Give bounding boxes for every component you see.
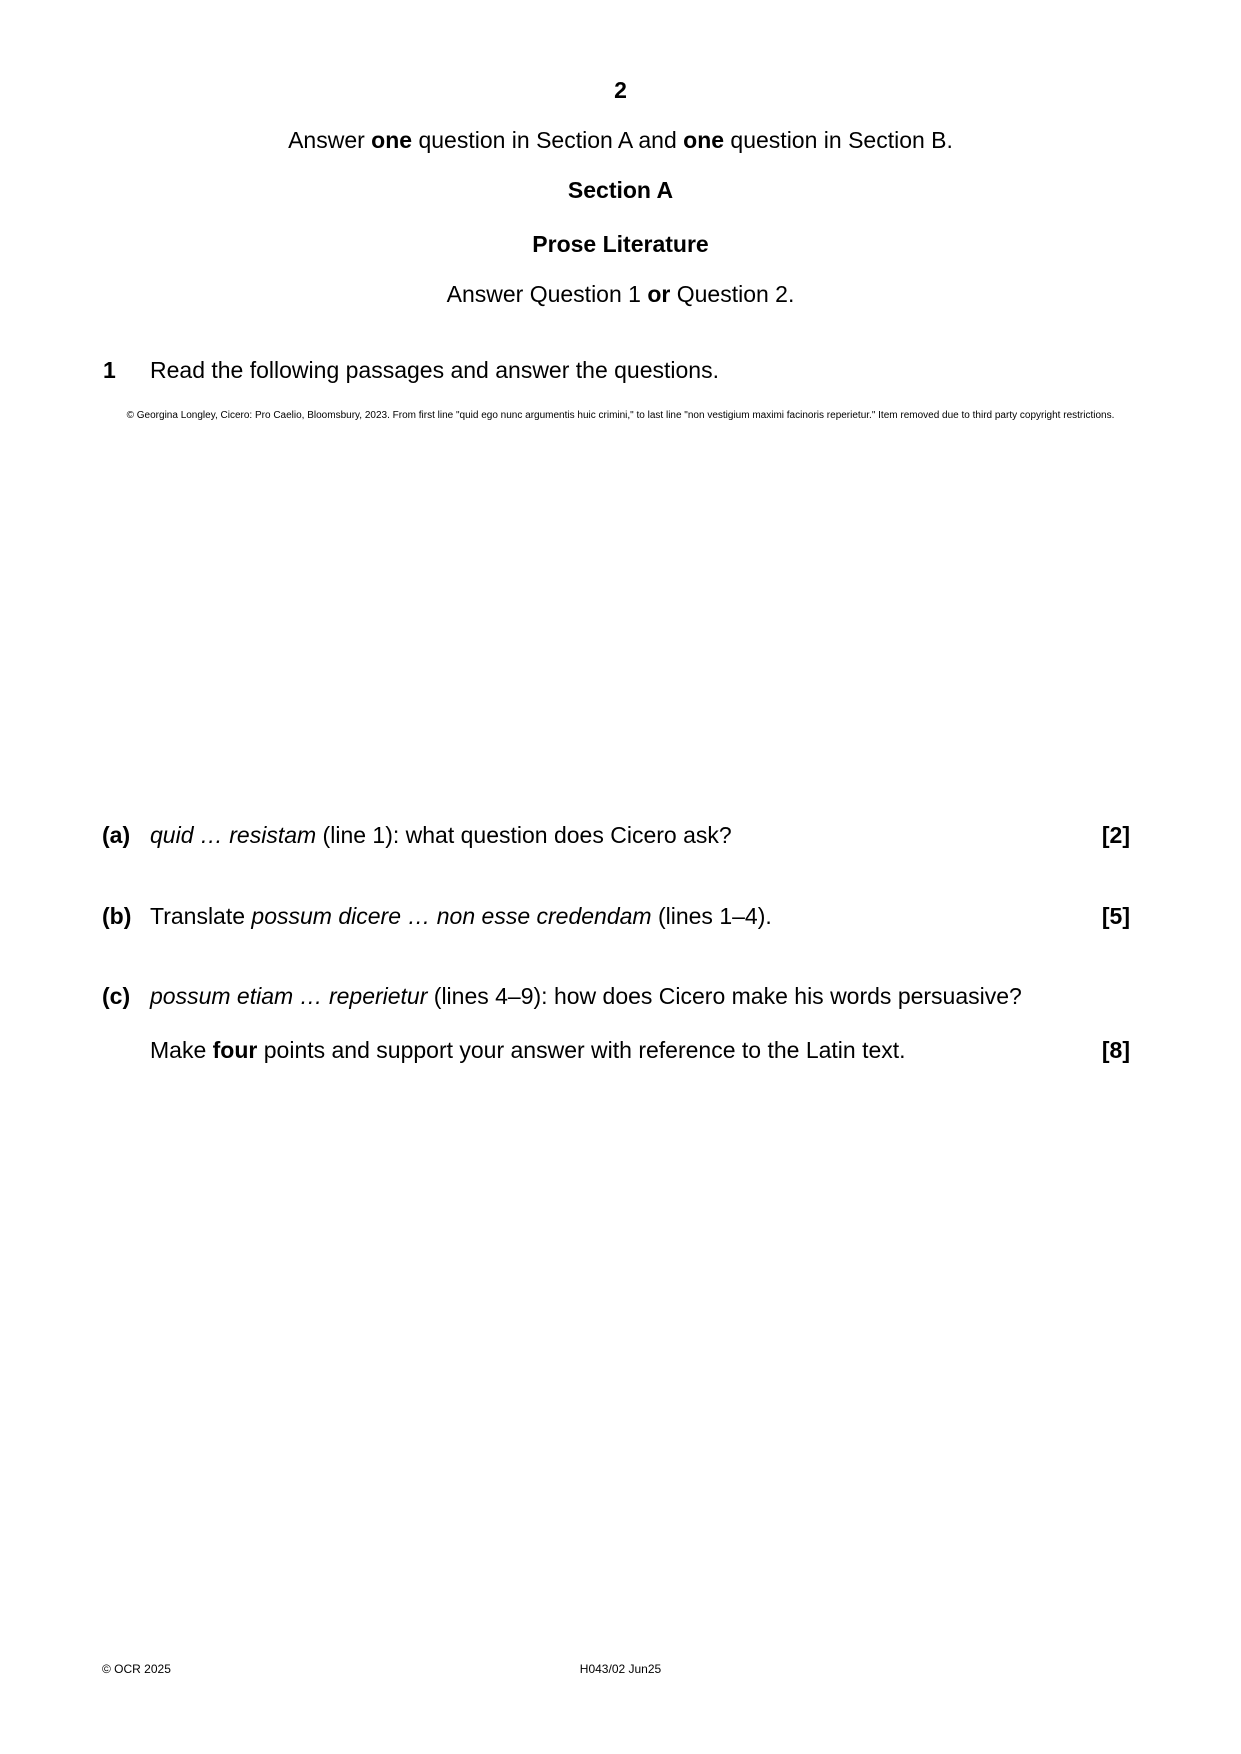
question-choice-instruction: Answer Question 1 or Question 2. [446,281,795,307]
part-c-marks: [8] [1101,1037,1130,1063]
part-c-text-line2: Make four points and support your answer with reference to the Latin text. [150,1037,906,1063]
question-text: Read the following passages and answer the questions. [150,357,719,383]
part-b-marks: [5] [1101,903,1130,929]
part-b-text: Translate possum dicere … non esse credendam (lines 1–4). [150,903,772,929]
subsection-title: Prose Literature [532,231,709,257]
copyright-notice: © Georgina Longley, Cicero: Pro Caelio, Bloomsbury, 2023. From first line "quid ego nunc argumentis huic crimini," to last line "non vestigium maximi facinoris reperietur." Item removed due to third party copyright restrictions. [126,410,1115,421]
footer-copyright: © OCR 2025 [102,1662,171,1676]
part-c-text: possum etiam … reperietur (lines 4–9): how does Cicero make his words persuasive? [150,983,1022,1009]
footer-paper-code: H043/02 Jun25 [579,1662,662,1676]
part-a-label: (a) [102,822,131,848]
part-a-text: quid … resistam (line 1): what question does Cicero ask? [150,822,732,848]
section-title: Section A [567,177,674,203]
part-c-label: (c) [102,983,131,1009]
page-number: 2 [614,77,627,103]
question-number: 1 [103,357,116,383]
part-a-marks: [2] [1101,822,1130,848]
paper-instruction: Answer one question in Section A and one question in Section B. [288,127,953,153]
part-b-label: (b) [102,903,132,929]
